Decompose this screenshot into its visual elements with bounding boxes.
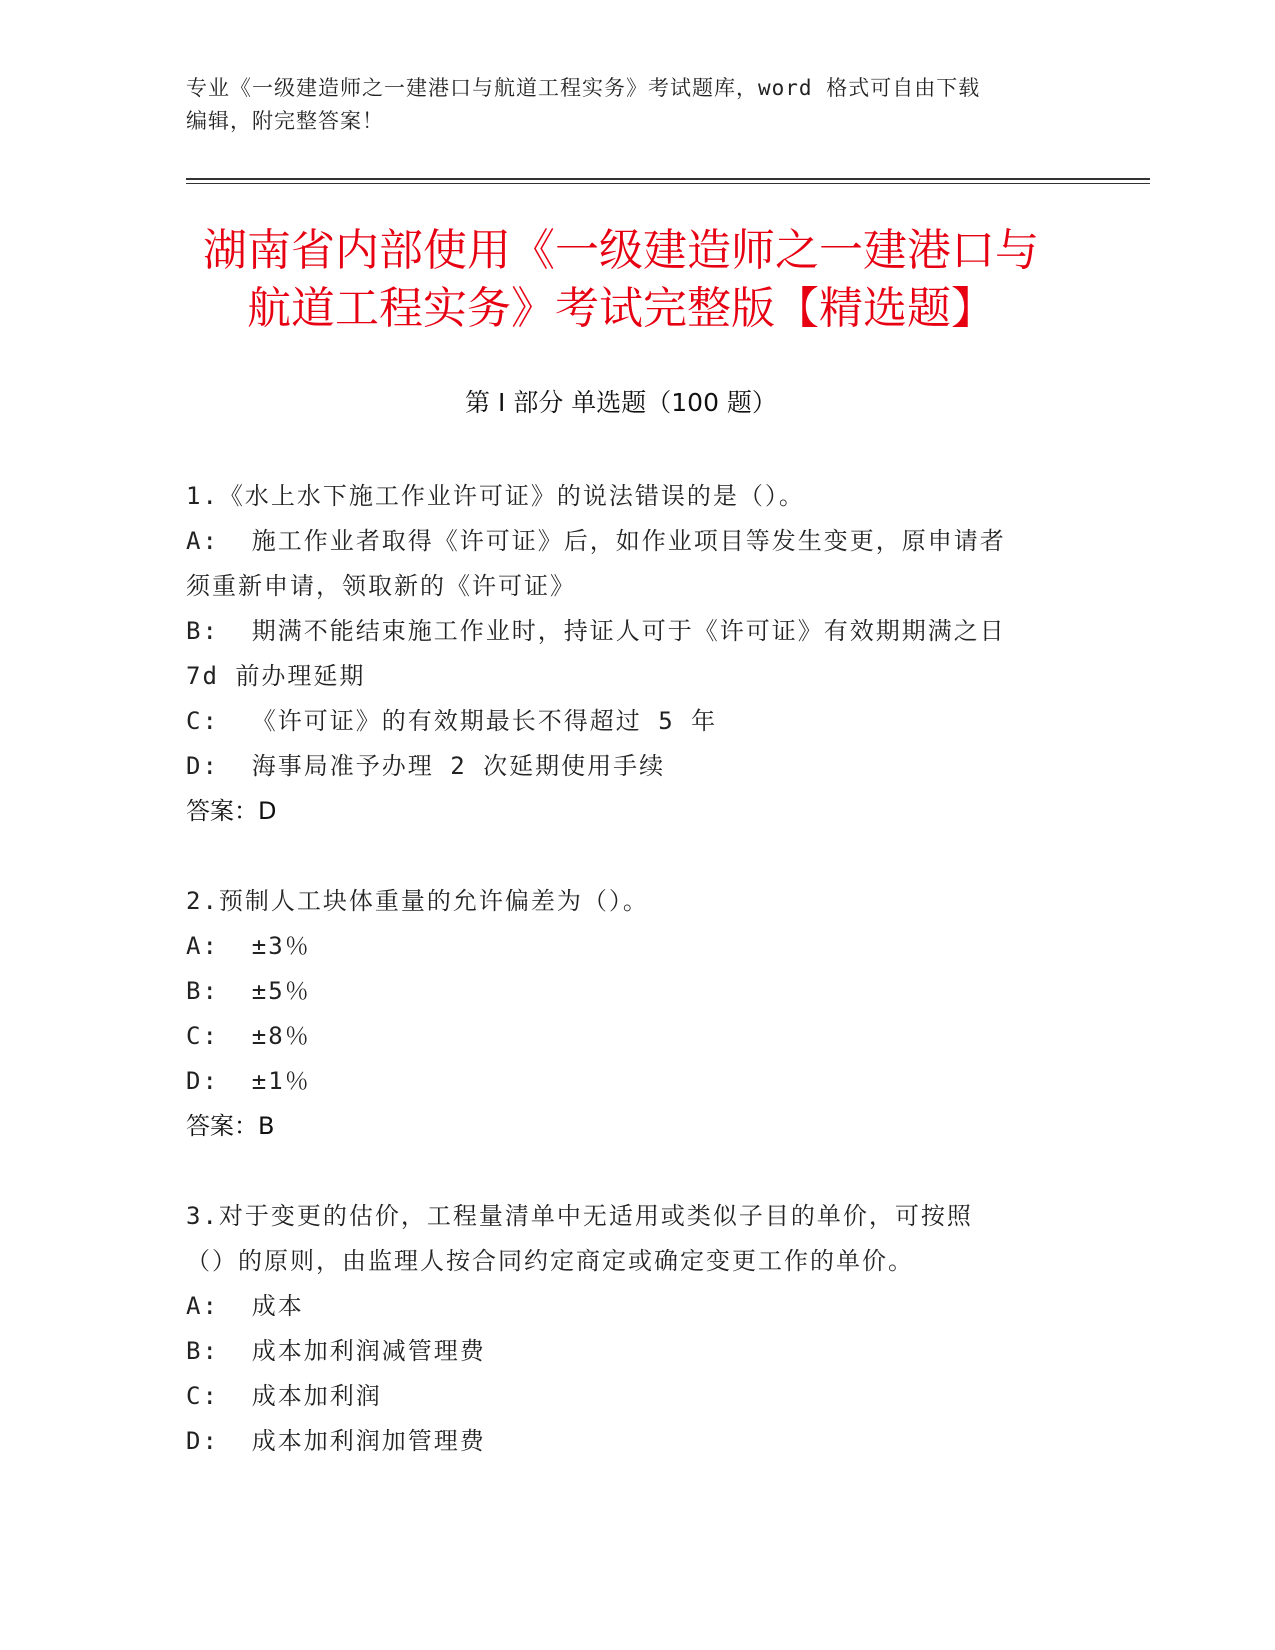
option-d: D: 海事局准予办理 2 次延期使用手续 — [186, 752, 666, 780]
question-stem: 1.《水上水下施工作业许可证》的说法错误的是（）。 — [186, 482, 805, 510]
question-2 — [186, 879, 1086, 1149]
option-c: C: ±8％ — [186, 1022, 311, 1050]
question-stem: 2.预制人工块体重量的允许偏差为（）。 — [186, 887, 649, 915]
question-list — [186, 474, 1086, 1509]
option-d: D: 成本加利润加管理费 — [186, 1427, 486, 1455]
option-d: D: ±1％ — [186, 1067, 311, 1095]
answer: 答案：B — [186, 1112, 275, 1140]
header-divider-thin — [186, 183, 1150, 184]
document-title — [186, 222, 1056, 338]
option-c: C: 《许可证》的有效期最长不得超过 5 年 — [186, 707, 718, 735]
option-a: A: ±3％ — [186, 932, 311, 960]
document-title-line: 航道工程实务》考试完整版【精选题】 — [247, 283, 995, 334]
option-b-continued: 7d 前办理延期 — [186, 662, 366, 690]
question-stem: 3.对于变更的估价，工程量清单中无适用或类似子目的单价，可按照 — [186, 1202, 973, 1230]
option-b: B: 期满不能结束施工作业时，持证人可于《许可证》有效期期满之日 — [186, 617, 1006, 645]
option-a: A: 成本 — [186, 1292, 304, 1320]
answer: 答案：D — [186, 797, 277, 825]
header-note-line: 编辑，附完整答案！ — [186, 109, 384, 133]
option-a: A: 施工作业者取得《许可证》后，如作业项目等发生变更，原申请者 — [186, 527, 1006, 555]
header-divider-thick — [186, 178, 1150, 180]
question-3 — [186, 1194, 1086, 1464]
question-1 — [186, 474, 1086, 834]
option-c: C: 成本加利润 — [186, 1382, 382, 1410]
header-note-line: 专业《一级建造师之一建港口与航道工程实务》考试题库，word 格式可自由下载 — [186, 76, 981, 100]
document-title-line: 湖南省内部使用《一级建造师之一建港口与 — [203, 225, 1039, 276]
question-stem-continued: （）的原则，由监理人按合同约定商定或确定变更工作的单价。 — [186, 1247, 914, 1275]
option-b: B: ±5％ — [186, 977, 311, 1005]
header-note — [186, 72, 1056, 138]
option-a-continued: 须重新申请，领取新的《许可证》 — [186, 572, 576, 600]
option-b: B: 成本加利润减管理费 — [186, 1337, 486, 1365]
section-heading: 第 I 部分 单选题（100 题） — [465, 388, 777, 417]
